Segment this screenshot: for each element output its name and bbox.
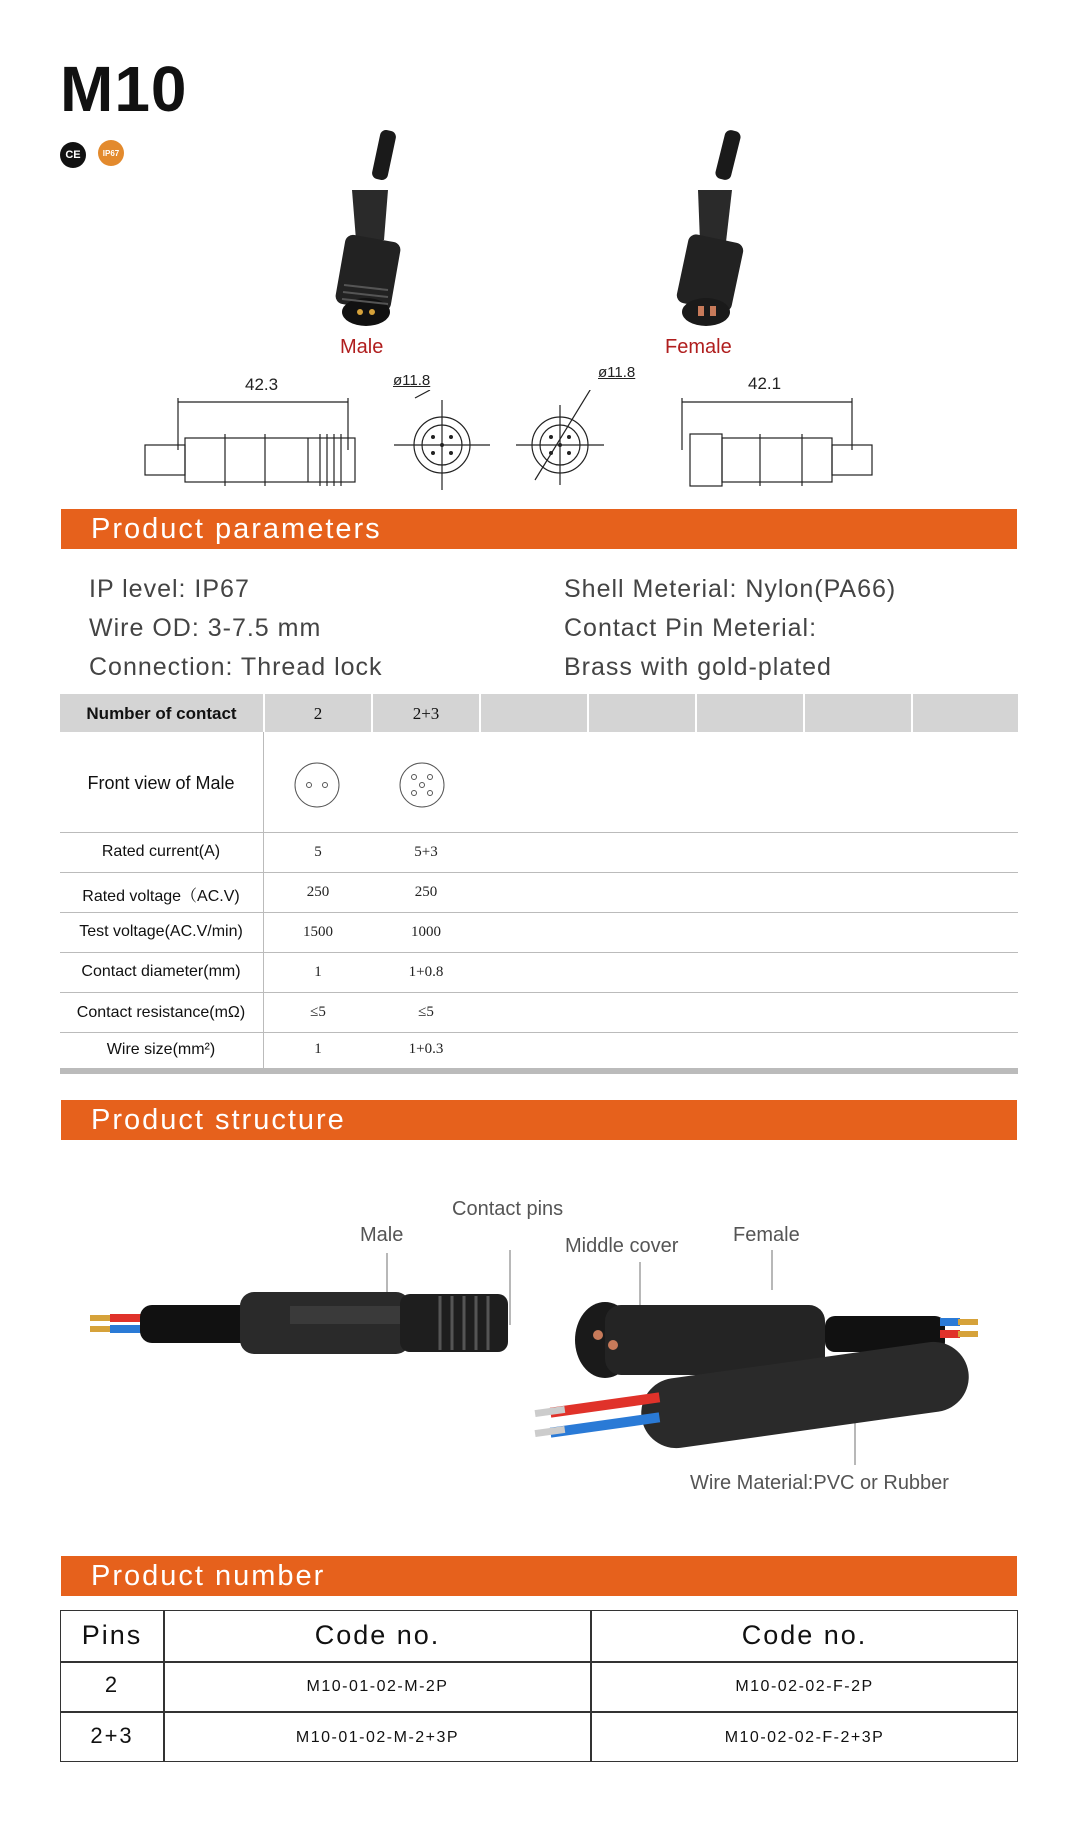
structure-female-label: Female (733, 1224, 800, 1246)
pn-header-code-male: Code no. (314, 1620, 441, 1650)
test-voltage-label: Test voltage(AC.V/min) (79, 923, 243, 940)
rated-voltage-2-3: 250 (414, 884, 438, 900)
pn-row-code-female: M10-02-02-F-2P (735, 1678, 874, 1695)
contact-diameter-2-3: 1+0.8 (408, 964, 444, 980)
pn-row-code-female: M10-02-02-F-2+3P (724, 1729, 885, 1746)
female-diameter-dimension: ø11.8 (598, 364, 636, 381)
pn-header-pins: Pins (81, 1620, 143, 1650)
test-voltage-2-3: 1000 (411, 924, 441, 940)
wire-size-label: Wire size(mm²) (106, 1041, 216, 1058)
male-diameter-dimension: ø11.8 (393, 372, 431, 389)
front-view-label: Front view of Male (87, 773, 235, 793)
pn-row-code-male: M10-01-02-M-2P (306, 1678, 449, 1695)
structure-contact-pins-label: Contact pins (452, 1198, 564, 1220)
pn-header-code-female: Code no. (741, 1620, 868, 1650)
test-voltage-2: 1500 (303, 924, 333, 940)
section-bar-number: Product number (61, 1556, 1017, 1596)
male-connector-image (280, 130, 440, 330)
ce-badge-icon: CE (60, 142, 86, 168)
pn-row-pins: 2+3 (90, 1723, 134, 1748)
param-brass-plating: Brass with gold-plated (564, 653, 832, 681)
section-bar-structure: Product structure (61, 1100, 1017, 1140)
page-title: M10 (60, 53, 188, 125)
structure-illustration (80, 1250, 1000, 1480)
rated-current-label: Rated current(A) (101, 843, 221, 860)
male-label: Male (340, 336, 384, 358)
contact-diameter-2: 1 (314, 964, 322, 980)
structure-middle-cover-label: Middle cover (565, 1235, 679, 1257)
contact-resistance-2-3: ≤5 (418, 1004, 434, 1020)
rated-voltage-label: Rated voltage（AC.V) (82, 888, 240, 905)
section-bar-parameters: Product parameters (61, 509, 1017, 549)
spec-column-2-3: 2+3 (412, 704, 440, 723)
wire-size-2: 1 (314, 1041, 322, 1057)
param-ip-level: IP level: IP67 (89, 575, 250, 603)
param-wire-od: Wire OD: 3-7.5 mm (89, 614, 322, 642)
structure-male-label: Male (360, 1224, 404, 1246)
wire-size-2-3: 1+0.3 (408, 1041, 444, 1057)
contact-resistance-label: Contact resistance(mΩ) (76, 1004, 246, 1021)
female-label: Female (665, 336, 732, 358)
rated-current-2-3: 5+3 (414, 844, 438, 860)
male-length-dimension: 42.3 (245, 375, 279, 394)
female-connector-image (620, 130, 780, 330)
spec-column-divider (263, 732, 264, 1072)
structure-wire-material-label: Wire Material:PVC or Rubber (690, 1472, 949, 1494)
ip67-badge-icon: IP67 (98, 140, 124, 166)
spec-column-2: 2 (313, 704, 323, 723)
contact-resistance-2: ≤5 (310, 1004, 326, 1020)
param-connection: Connection: Thread lock (89, 653, 383, 681)
pn-row-pins: 2 (104, 1672, 120, 1697)
rated-voltage-2: 250 (306, 884, 330, 900)
contact-diameter-label: Contact diameter(mm) (81, 963, 241, 980)
front-view-icons (290, 760, 490, 820)
technical-drawing (130, 390, 930, 500)
param-contact-pin-material: Contact Pin Meterial: (564, 614, 818, 642)
spec-header-label: Number of contact (86, 704, 237, 723)
param-shell-material: Shell Meterial: Nylon(PA66) (564, 575, 897, 603)
rated-current-2: 5 (314, 844, 322, 860)
pn-row-code-male: M10-01-02-M-2+3P (295, 1729, 460, 1746)
female-length-dimension: 42.1 (748, 374, 782, 393)
